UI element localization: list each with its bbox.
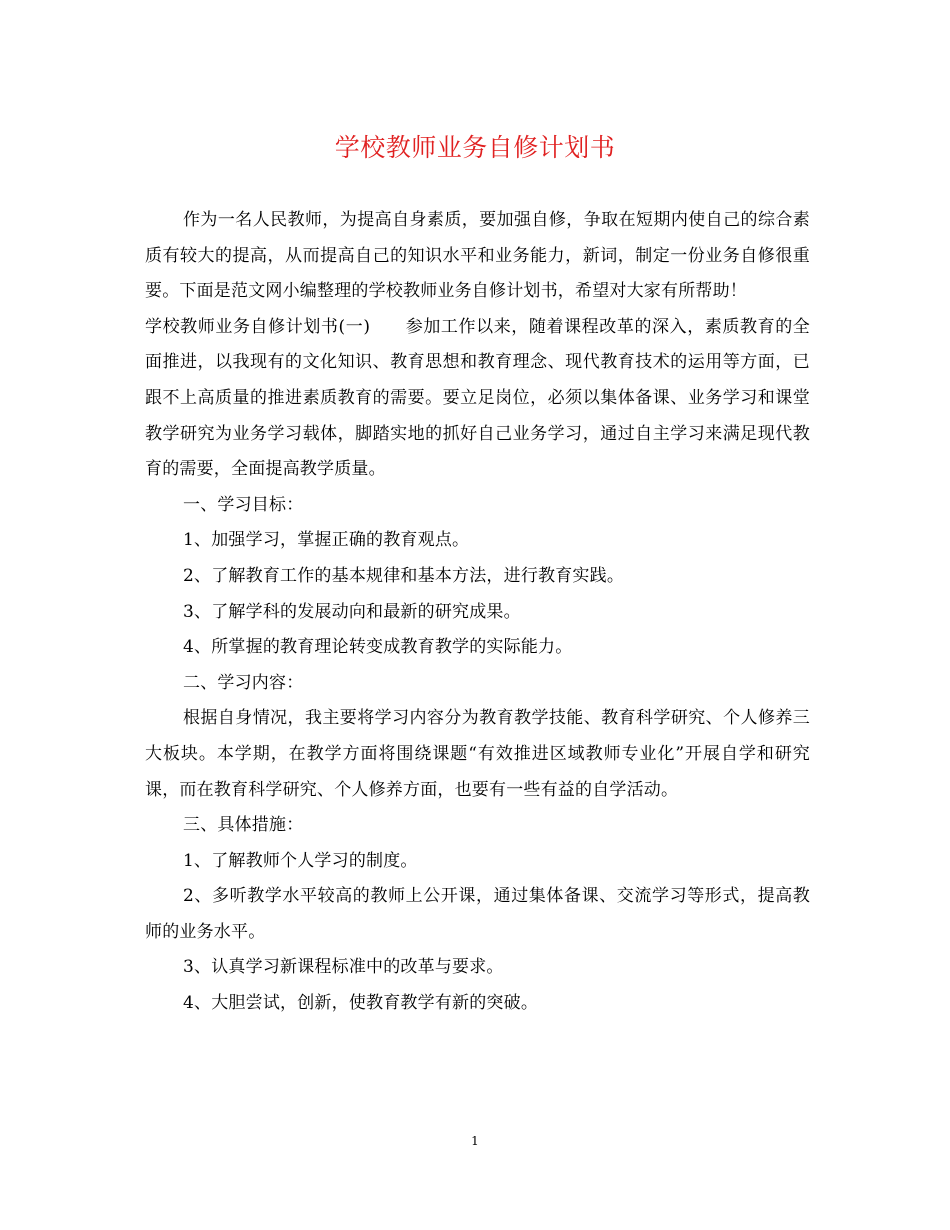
section-heading-goals: 一、学习目标： bbox=[183, 494, 304, 515]
goal-item-3: 3、了解学科的发展动向和最新的研究成果。 bbox=[183, 601, 521, 622]
goal-item-4: 4、所掌握的教育理论转变成教育教学的实际能力。 bbox=[183, 637, 573, 658]
measure-item-4: 4、大胆尝试，创新，使教育教学有新的突破。 bbox=[183, 993, 539, 1014]
measure-item-1: 1、了解教师个人学习的制度。 bbox=[183, 850, 418, 871]
document-body bbox=[145, 203, 810, 1022]
content-paragraph: 根据自身情况，我主要将学习内容分为教育教学技能、教育科学研究、个人修养三大板块。本学期，在教学方面将围绕课题“有效推进区域教师专业化”开展自学和研究课，而在教育科学研究、个人修养方面，也要有一些有益的自学活动。 bbox=[145, 708, 810, 800]
intro-paragraph: 作为一名人民教师，为提高自身素质，要加强自修，争取在短期内使自己的综合素质有较大的提高，从而提高自己的知识水平和业务能力，新词，制定一份业务自修很重要。下面是范文网小编整理的学校教师业务自修计划书，希望对大家有所帮助！ bbox=[145, 210, 810, 302]
section-heading-content: 二、学习内容： bbox=[183, 672, 304, 693]
goal-item-2: 2、了解教育工作的基本规律和基本方法，进行教育实践。 bbox=[183, 565, 625, 586]
measure-item-2: 2、多听教学水平较高的教师上公开课，通过集体备课、交流学习等形式，提高教师的业务水平。 bbox=[145, 886, 810, 942]
document-title: 学校教师业务自修计划书 bbox=[334, 133, 616, 162]
page-number: 1 bbox=[471, 1134, 479, 1148]
goal-item-1: 1、加强学习，掌握正确的教育观点。 bbox=[183, 530, 470, 551]
measure-item-3: 3、认真学习新课程标准中的改革与要求。 bbox=[183, 957, 504, 978]
plan-one-paragraph: 学校教师业务自修计划书(一) 参加工作以来，随着课程改革的深入，素质教育的全面推进，以我现有的文化知识、教育思想和教育理念、现代教育技术的运用等方面，已跟不上高质量的推进素质教育的需要。要立足岗位，必须以集体备课、业务学习和课堂教学研究为业务学习载体，脚踏实地的抓好自己业务学习，通过自主学习来满足现代教育的需要，全面提高教学质量。 bbox=[145, 316, 810, 480]
section-heading-measures: 三、具体措施： bbox=[183, 815, 304, 836]
